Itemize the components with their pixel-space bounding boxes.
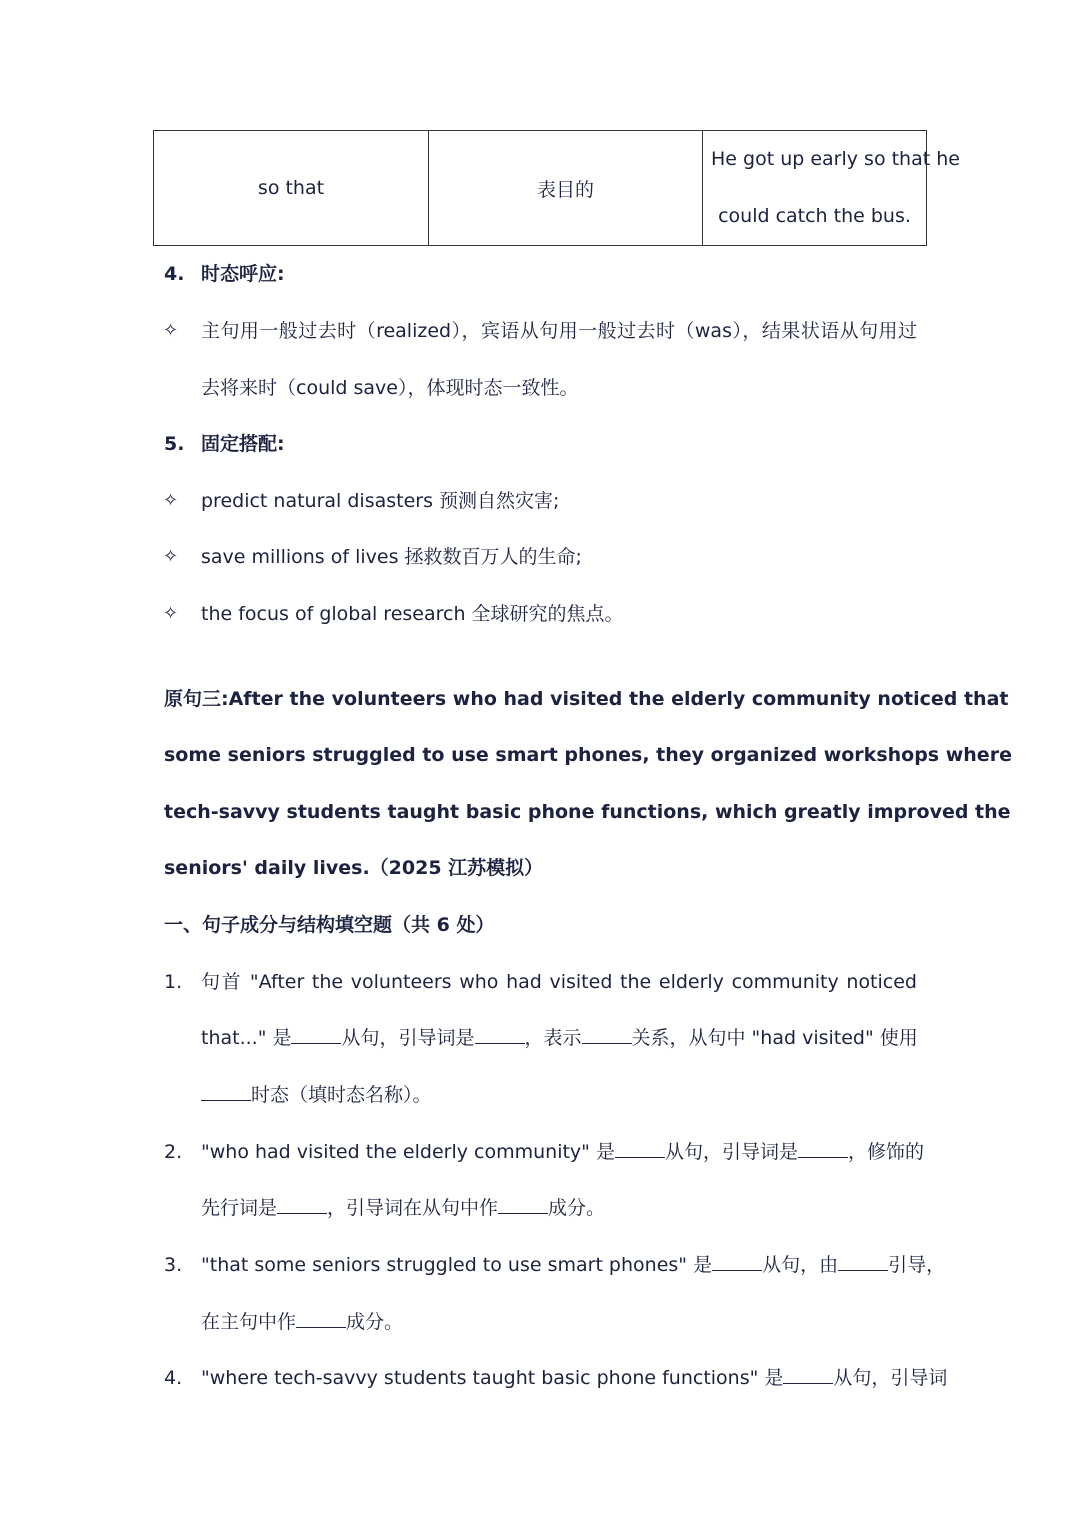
collocation-item: the focus of global research 全球研究的焦点。	[201, 603, 624, 625]
q3-text-c: 引导，	[888, 1254, 946, 1276]
answer-blank[interactable]	[798, 1137, 848, 1158]
answer-blank[interactable]	[498, 1193, 548, 1214]
question-1-line-1: 句首 "After the volunteers who had visited the elderly community noticed	[201, 971, 917, 993]
q2-text-e: ，引导词在从句中作	[327, 1197, 499, 1219]
answer-blank[interactable]	[475, 1023, 525, 1044]
q3-text-b: 从句，由	[762, 1254, 839, 1276]
section-4-number: 4.	[164, 263, 185, 285]
q4-text-a: "where tech-savvy students taught basic phone functions" 是	[201, 1367, 784, 1389]
bullet-icon: ✧	[163, 603, 179, 624]
collocation-item: save millions of lives 拯救数百万人的生命;	[201, 546, 582, 568]
answer-blank[interactable]	[838, 1250, 888, 1271]
answer-blank[interactable]	[615, 1137, 665, 1158]
bullet-icon: ✧	[163, 546, 179, 567]
question-1-number: 1.	[164, 971, 183, 993]
answer-blank[interactable]	[277, 1193, 327, 1214]
q1-text-d: 关系，从句中 "had visited" 使用	[631, 1027, 918, 1049]
example-line-2: could catch the bus.	[718, 205, 911, 227]
answer-blank[interactable]	[582, 1023, 632, 1044]
question-1-line-2	[201, 1023, 917, 1053]
question-4-number: 4.	[164, 1367, 183, 1389]
bullet-icon: ✧	[163, 490, 179, 511]
question-3-line-1	[201, 1250, 946, 1280]
table-row	[154, 131, 927, 246]
question-2-line-1	[201, 1137, 924, 1167]
q1-text-e: 时态（填时态名称）。	[251, 1084, 432, 1106]
question-4-line-1	[201, 1363, 948, 1393]
example-line-1: He got up early so that he	[711, 148, 960, 170]
answer-blank[interactable]	[783, 1363, 833, 1384]
q1-text-a: that..." 是	[201, 1027, 292, 1049]
q2-text-f: 成分。	[548, 1197, 606, 1219]
section-5-number: 5.	[164, 433, 185, 455]
exercise-heading: 一、句子成分与结构填空题（共 6 处）	[164, 914, 495, 936]
tense-note-line-1: 主句用一般过去时（realized），宾语从句用一般过去时（was），结果状语从句用过	[201, 320, 917, 342]
question-3-line-2	[201, 1307, 917, 1337]
q3-text-d: 在主句中作	[201, 1311, 297, 1333]
question-2-number: 2.	[164, 1141, 183, 1163]
bullet-icon: ✧	[163, 320, 179, 341]
collocation-item: predict natural disasters 预测自然灾害;	[201, 490, 560, 512]
q3-text-e: 成分。	[346, 1311, 404, 1333]
answer-blank[interactable]	[712, 1250, 762, 1271]
answer-blank[interactable]	[296, 1307, 346, 1328]
answer-blank[interactable]	[201, 1080, 251, 1101]
table-cell-example	[703, 131, 960, 246]
original-sentence-line-1: 原句三:After the volunteers who had visited the elderly community noticed that	[164, 688, 1009, 710]
q1-text-b: 从句，引导词是	[341, 1027, 475, 1049]
original-sentence-line-2: some seniors struggled to use smart phones, they organized workshops where	[164, 744, 1012, 766]
question-3-number: 3.	[164, 1254, 183, 1276]
tense-note-line-2: 去将来时（could save），体现时态一致性。	[201, 377, 579, 399]
original-sentence-line-4: seniors' daily lives.（2025 江苏模拟）	[164, 857, 544, 879]
q2-text-b: 从句，引导词是	[664, 1141, 798, 1163]
table-cell-conjunction: so that	[154, 131, 429, 246]
section-5-title: 固定搭配:	[201, 433, 285, 455]
question-2-line-2	[201, 1193, 917, 1223]
table-cell-meaning: 表目的	[429, 131, 703, 246]
usage-table	[153, 130, 960, 246]
original-sentence-line-3: tech-savvy students taught basic phone functions, which greatly improved the	[164, 801, 1011, 823]
section-4-title: 时态呼应:	[201, 263, 285, 285]
question-1-line-3	[201, 1080, 917, 1110]
q2-text-d: 先行词是	[201, 1197, 278, 1219]
q2-text-a: "who had visited the elderly community" 是	[201, 1141, 615, 1163]
q1-text-c: ，表示	[524, 1027, 582, 1049]
q3-text-a: "that some seniors struggled to use smart phones" 是	[201, 1254, 713, 1276]
q2-text-c: ，修饰的	[847, 1141, 924, 1163]
q4-text-b: 从句，引导词	[833, 1367, 948, 1389]
answer-blank[interactable]	[291, 1023, 341, 1044]
